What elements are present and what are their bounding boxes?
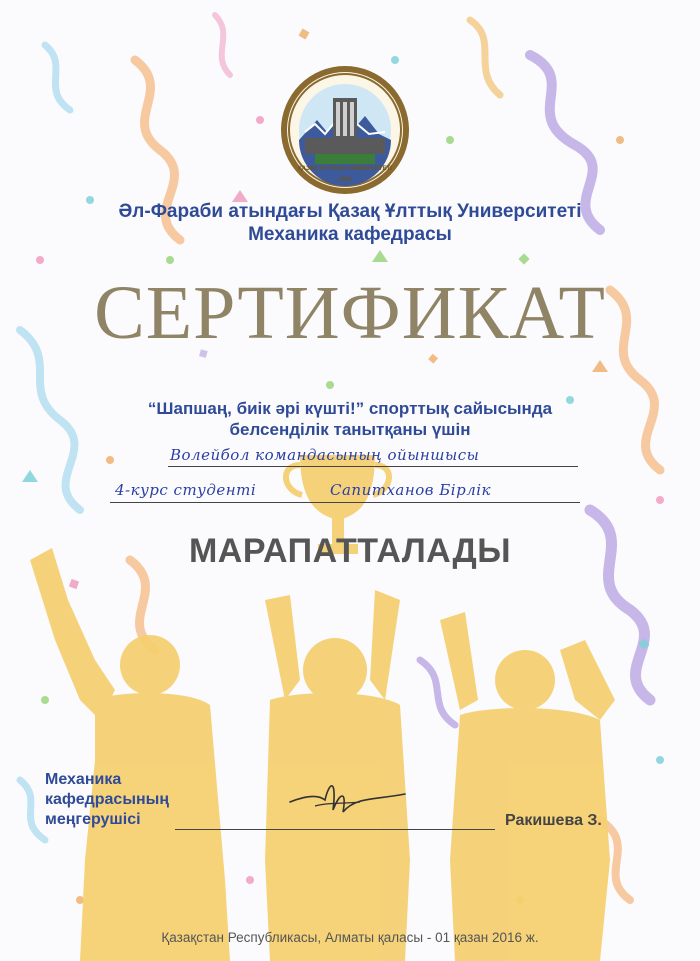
awarded-heading: МАРАПАТТАЛАДЫ <box>188 532 511 570</box>
logo-year: 1934 <box>338 177 352 183</box>
signature-label-line-2: кафедрасының <box>45 791 169 808</box>
signature-label-line-1: Механика <box>45 771 122 788</box>
handwritten-student-name: Сапитханов Бірлік <box>330 481 492 499</box>
signature-label-line-3: меңгерушісі <box>45 811 141 828</box>
footer-place-date: Қазақстан Республикасы, Алматы қаласы - 01 қазан 2016 ж. <box>161 930 539 945</box>
cheering-people-with-trophy-icon <box>30 455 615 961</box>
certificate-title: СЕРТИФИКАТ <box>94 271 606 355</box>
reason-line-2: белсенділік танытқаны үшін <box>229 420 471 439</box>
signature-line <box>175 829 495 830</box>
handwritten-signature-icon <box>285 772 415 822</box>
logo-caption: ҚАЗАҚ ҰЛТТЫҚ УНИВЕРСИТЕТІ <box>298 166 392 172</box>
department-name: Механика кафедрасы <box>248 224 452 245</box>
reason-line-1: “Шапшаң, биік әрі күшті!” спорттық сайысында <box>147 399 553 418</box>
head-of-department-name: Ракишева З. <box>505 812 602 829</box>
university-name: Әл-Фараби атындағы Қазақ Ұлттық Университеті <box>118 201 582 222</box>
signature-label <box>45 770 195 830</box>
university-logo-icon <box>281 66 409 194</box>
handwritten-team-role: Волейбол командасының ойыншысы <box>170 446 480 464</box>
handwritten-course: 4-курс студенті <box>115 481 257 499</box>
fill-line-1 <box>168 466 578 467</box>
fill-line-2 <box>110 502 580 503</box>
